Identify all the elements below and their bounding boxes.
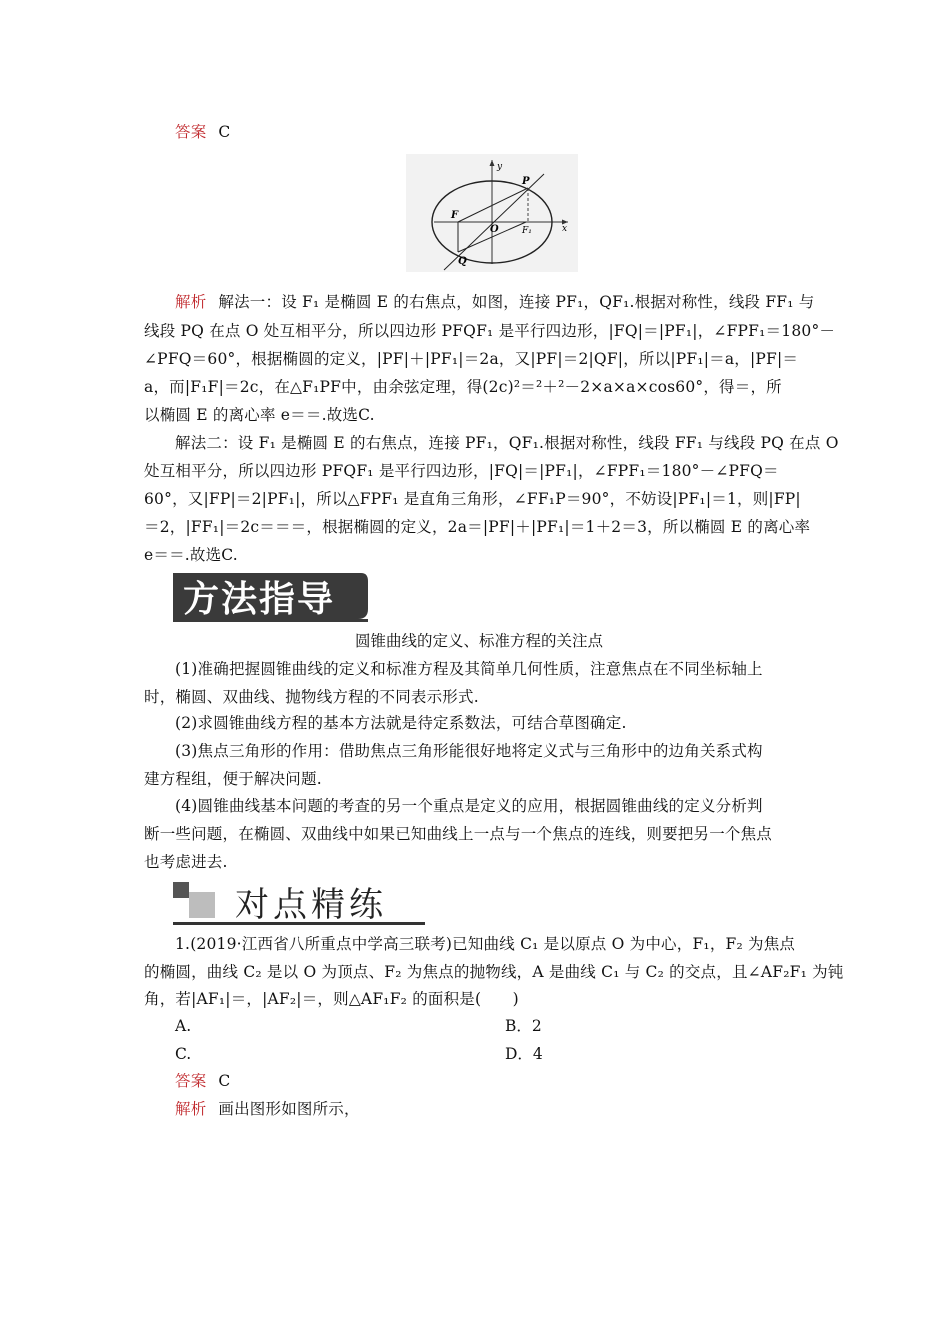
answer-line — [175, 119, 815, 146]
option-c: C. — [175, 1045, 192, 1063]
analysis-method1-line: ∠PFQ＝60°，根据椭圆的定义，|PF|＋|PF₁|＝2a，又|PF|＝2|QF|，所以|PF₁|＝a，|PF|＝ — [144, 350, 799, 368]
analysis-method2-line: e＝＝.故选C. — [144, 546, 238, 564]
method-point: 也考虑进去. — [144, 853, 228, 871]
method-point: 断一些问题，在椭圆、双曲线中如果已知曲线上一点与一个焦点的连线，则要把另一个焦点 — [144, 825, 773, 843]
option-a: A. — [175, 1017, 192, 1035]
analysis-method2-line: 60°，又|FP|＝2|PF₁|，所以△FPF₁ 是直角三角形，∠FF₁P＝90°，不妨设|PF₁|＝1，则|FP| — [144, 490, 801, 508]
label-p: P — [522, 176, 530, 187]
analysis-text: 解法一：设 F₁ 是椭圆 E 的右焦点，如图，连接 PF₁，QF₁.根据对称性，线段 FF₁ 与 — [218, 293, 815, 311]
label-f1: F₁ — [522, 226, 532, 236]
option-d: D．4 — [505, 1045, 543, 1063]
banner-square-dark — [173, 882, 189, 898]
analysis-method1-line — [175, 289, 815, 316]
banner-square-light — [189, 892, 215, 918]
label-o: O — [490, 224, 499, 235]
answer-value: C — [218, 123, 231, 141]
banner-text: 方法指导 — [183, 579, 336, 620]
option-b: B．2 — [505, 1017, 542, 1035]
analysis-method1-line: 以椭圆 E 的离心率 e＝＝.故选C. — [144, 406, 375, 424]
analysis-method2-line: 解法二：设 F₁ 是椭圆 E 的右焦点，连接 PF₁，QF₁.根据对称性，线段 FF₁ 与线段 PQ 在点 O — [175, 434, 839, 452]
banner-text: 对点精练 — [235, 885, 387, 925]
method-point: (4)圆锥曲线基本问题的考查的另一个重点是定义的应用，根据圆锥曲线的定义分析判 — [175, 797, 763, 815]
analysis-method2-line: ＝2，|FF₁|＝2c＝＝＝，根据椭圆的定义，2a＝|PF|＋|PF₁|＝1＋2＝3，所以椭圆 E 的离心率 — [144, 518, 811, 536]
analysis-label: 解析 — [175, 1100, 207, 1118]
label-y: y — [497, 162, 503, 172]
analysis-line — [175, 1096, 815, 1123]
analysis-method1-line: 线段 PQ 在点 O 处互相平分，所以四边形 PFQF₁ 是平行四边形，|FQ|＝|PF₁|，∠FPF₁＝180°－ — [144, 322, 836, 340]
answer-label: 答案 — [175, 123, 207, 141]
analysis-method1-line: a，而|F₁F|＝2c，在△F₁PF中，由余弦定理，得(2c)²＝²＋²－2×a×a×cos60°，得＝，所 — [144, 378, 782, 396]
answer-value: C — [218, 1072, 231, 1090]
method-guide-banner — [173, 573, 368, 625]
question-line: 角，若|AF₁|＝，|AF₂|＝，则△AF₁F₂ 的面积是( ) — [144, 990, 519, 1008]
method-point: (3)焦点三角形的作用：借助焦点三角形能很好地将定义式与三角形中的边角关系式构 — [175, 742, 763, 760]
answer-label: 答案 — [175, 1072, 207, 1090]
label-f: F — [451, 210, 459, 221]
analysis-method2-line: 处互相平分，所以四边形 PFQF₁ 是平行四边形，|FQ|＝|PF₁|，∠FPF₁＝180°－∠PFQ＝ — [144, 462, 779, 480]
label-q: Q — [458, 256, 467, 267]
label-x: x — [562, 224, 568, 234]
method-point: (1)准确把握圆锥曲线的定义和标准方程及其简单几何性质，注意焦点在不同坐标轴上 — [175, 660, 763, 678]
practice-banner — [173, 878, 425, 926]
question-line: 1.(2019·江西省八所重点中学高三联考)已知曲线 C₁ 是以原点 O 为中心，F₁，F₂ 为焦点 — [175, 935, 796, 953]
method-point: 建方程组，便于解决问题. — [144, 770, 322, 788]
analysis-label: 解析 — [175, 293, 207, 311]
answer-line — [175, 1068, 815, 1095]
method-title: 圆锥曲线的定义、标准方程的关注点 — [354, 632, 603, 650]
method-point: 时，椭圆、双曲线、抛物线方程的不同表示形式. — [144, 688, 479, 706]
analysis-text: 画出图形如图所示， — [218, 1100, 360, 1118]
question-line: 的椭圆，曲线 C₂ 是以 O 为顶点、F₂ 为焦点的抛物线，A 是曲线 C₁ 与 C₂ 的交点，且∠AF₂F₁ 为钝 — [144, 963, 844, 981]
ellipse-figure — [406, 154, 578, 272]
method-point: (2)求圆锥曲线方程的基本方法就是待定系数法，可结合草图确定. — [175, 714, 627, 732]
